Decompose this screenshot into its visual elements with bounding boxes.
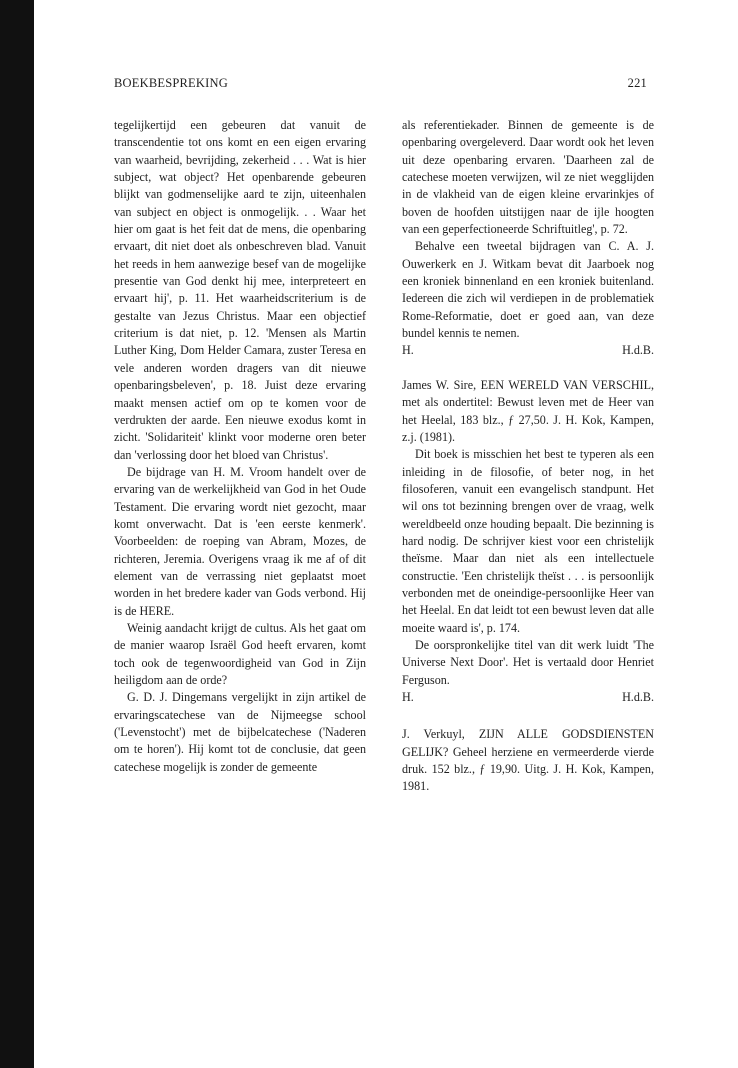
paragraph: Dit boek is misschien het best te typeren als een inleiding in de filosofie, of beter nog, in het filosoferen, vanuit een evangelisch standpunt. Het wil ons tot bezinning brengen over de vraag, welk wereldbeeld onze houding bepaalt. Die bezinning is hard nodig. De schrijver kiest voor een christelijk theïsme. Maar dan niet als een intellectuele constructie. 'Een christelijk theïst . . . is persoonlijk verbonden met de oneindige-persoonlijke Heer van het Heelal. En dat leidt tot een bewust leven dat alle moeite waard is', p. 174. <box>402 447 654 635</box>
section-title: BOEKBESPREKING <box>114 76 228 90</box>
paragraph: Behalve een tweetal bijdragen van C. A. J. Ouwerkerk en J. Witkam bevat dit Jaarboek nog een kroniek binnenland en een kroniek buitenland. Iedereen die zich wil verdiepen in de problematiek Rome-Reformatie, doet er goed aan, van deze bundel kennis te nemen. <box>402 239 654 341</box>
review-signature <box>402 689 654 706</box>
signature-right: H.d.B. <box>622 690 654 704</box>
signature-left: H. <box>402 690 414 704</box>
page-number: 221 <box>627 76 647 90</box>
book-page <box>34 0 738 1068</box>
review-signature <box>402 342 654 359</box>
review-heading: J. Verkuyl, ZIJN ALLE GODSDIENSTEN GELIJK? Geheel herziene en vermeerderde vierde druk. 152 blz., ƒ 19,90. Uitg. J. H. Kok, Kampen, 1981. <box>402 727 654 794</box>
paragraph: G. D. J. Dingemans vergelijkt in zijn artikel de ervaringscatechese van de Nijmeegse school ('Levenstocht') met de bijbelcatechese ('Naderen om te horen'). Hij komt tot de conclusie, dat geen catechese mogelijk is zonder de gemeente <box>114 690 366 774</box>
left-column <box>114 117 366 776</box>
paragraph: tegelijkertijd een gebeuren dat vanuit de transcendentie tot ons komt en een eigen ervaring van waarheid, bevrijding, zekerheid . . . Wat is hier subject, wat object? Het openbarende gebeuren blijkt van godmenselijke aard te zijn, uiteenhalen van subject en object is onmogelijk. . . Waar het hier om gaat is het feit dat de mens, die openbaring ervaart, dit niet doet als onbeschreven blad. Vanuit het reeds in hem aanwezige besef van de mogelijke presentie van God denkt hij mee, interpreteert en ervaart hij', p. 11. Het waarheidscriterium is de gestalte van Jezus Christus. Maar een objectief criterium is dat niet, p. 12. 'Mensen als Martin Luther King, Dom Helder Camara, zuster Teresa en vele anderen worden dragers van dit nieuwe openbaringsbeleven', p. 18. Juist deze ervaring maakt mensen actief om op te komen voor de verdrukten der aarde. Een nieuwe exodus komt in zicht. 'Solidariteit' klinkt voor moderne oren beter dan 'verlossing door het bloed van Christus'. <box>114 118 366 462</box>
review-heading: James W. Sire, EEN WERELD VAN VERSCHIL, met als ondertitel: Bewust leven met de Heer van het Heelal, 183 blz., ƒ 27,50. J. H. Kok, Kampen, z.j. (1981). <box>402 377 654 444</box>
right-column <box>402 117 654 796</box>
running-head <box>114 76 647 94</box>
scan-edge <box>0 0 34 1068</box>
paragraph: De bijdrage van H. M. Vroom handelt over de ervaring van de werkelijkheid van God in het Oude Testament. Die ervaring wordt niet gezocht, maar komt onverwacht. Dat is 'een eerste kenmerk'. Voorbeelden: de roeping van Abram, Mozes, de richteren, Jeremia. Overigens vraag ik me af of dit element van de verrassing niet geplaatst moet worden in het bredere kader van Gods verbond. Hij is de HERE. <box>114 464 366 618</box>
paragraph: De oorspronkelijke titel van dit werk luidt 'The Universe Next Door'. Het is vertaald door Henriet Ferguson. <box>402 637 654 687</box>
signature-left: H. <box>402 343 414 358</box>
paragraph: Weinig aandacht krijgt de cultus. Als het gaat om de manier waarop Israël God heeft ervaren, komt toch ook de tegenwoordigheid van God in Zijn heiligdom aan de orde? <box>114 620 366 687</box>
paragraph: als referentiekader. Binnen de gemeente is de openbaring overgeleverd. Daar wordt ook het leven uit deze openbaring ervaren. 'Daarheen zal de catechese moeten verwijzen, wil ze niet wegglijden in de vlakheid van de eigen kleine ervarinkjes of boven de hoofden uitstijgen naar de ijle hoogten van een geperfectioneerde Schriftuitleg', p. 72. <box>402 118 654 237</box>
signature-right: H.d.B. <box>622 343 654 358</box>
